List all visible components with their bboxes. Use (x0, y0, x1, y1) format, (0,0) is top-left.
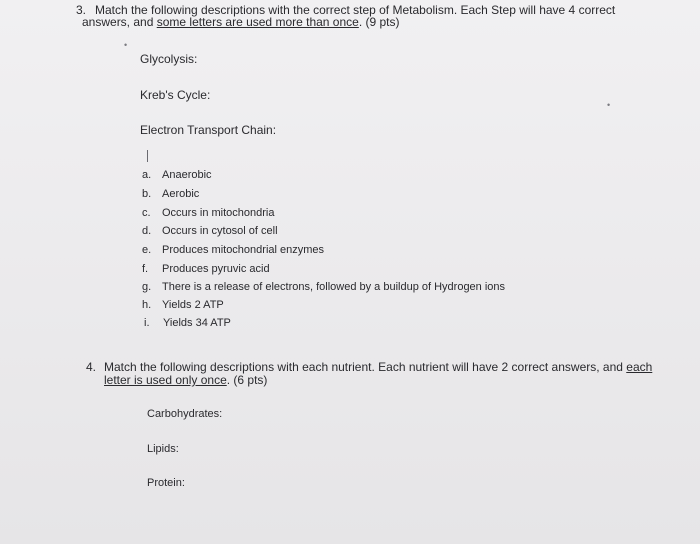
option-letter: i. (144, 317, 150, 329)
nutrient-carbohydrates: Carbohydrates: (147, 408, 223, 420)
stray-mark: • (124, 40, 128, 50)
q3-instructions-line2 (82, 15, 400, 29)
option-text: Produces mitochondrial enzymes (162, 244, 325, 256)
q3-instructions-line1: Match the following descriptions with the correct step of Metabolism. Each Step will have 4 correct (95, 3, 616, 17)
option-letter: f. (142, 263, 149, 275)
option-text: Aerobic (162, 188, 200, 200)
q3-line2-pre: answers, and (82, 15, 157, 29)
text-cursor (147, 150, 148, 162)
option-letter: g. (142, 281, 152, 293)
option-letter: b. (142, 188, 152, 200)
option-text: Occurs in mitochondria (162, 207, 275, 219)
option-letter: h. (142, 299, 152, 311)
option-text: Yields 34 ATP (163, 317, 231, 329)
q4-line2-underlined: letter is used only once (104, 373, 227, 387)
q4-instructions-line1 (104, 360, 652, 374)
step-glycolysis: Glycolysis: (140, 52, 198, 66)
option-letter: e. (142, 244, 152, 256)
option-text: Anaerobic (162, 169, 212, 181)
step-krebs: Kreb's Cycle: (140, 88, 211, 102)
option-letter: d. (142, 225, 152, 237)
nutrient-protein: Protein: (147, 477, 185, 489)
option-text: Occurs in cytosol of cell (162, 225, 278, 237)
option-letter: c. (142, 207, 151, 219)
q4-line2-post: . (6 pts) (226, 373, 268, 387)
q3-line2-underlined: some letters are used more than once (156, 15, 359, 29)
option-text: There is a release of electrons, followed by a buildup of Hydrogen ions (162, 281, 506, 293)
stray-mark-right: • (607, 100, 611, 110)
q4-instructions-line2 (104, 373, 267, 387)
q4-line1-underlined: each (626, 360, 653, 374)
option-text: Produces pyruvic acid (162, 263, 270, 275)
nutrient-lipids: Lipids: (147, 443, 179, 455)
q3-number: 3. (76, 3, 87, 17)
option-text: Yields 2 ATP (162, 299, 224, 311)
option-letter: a. (142, 169, 152, 181)
step-etc: Electron Transport Chain: (140, 123, 277, 137)
q4-line1-pre: Match the following descriptions with each nutrient. Each nutrient will have 2 correct answers, and (104, 360, 627, 374)
q4-number: 4. (86, 360, 97, 374)
q3-line2-post: . (9 pts) (358, 15, 400, 29)
